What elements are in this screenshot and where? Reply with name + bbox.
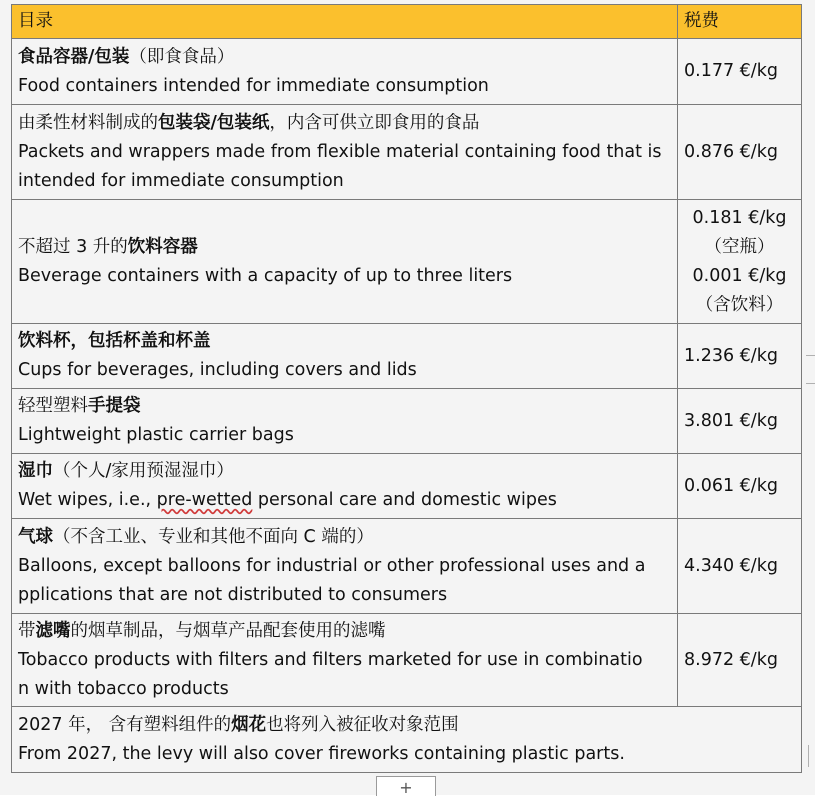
item-en-text: Cups for beverages, including covers and lids [18, 360, 417, 380]
item-cn-bold: 气球 [18, 526, 53, 547]
table-row [12, 39, 802, 105]
plastic-levy-table [11, 4, 802, 773]
footer-cn-bold: 烟花 [231, 714, 267, 735]
item-cell [12, 39, 678, 105]
header-item: 目录 [12, 5, 678, 39]
item-cell [12, 614, 678, 707]
item-cell [12, 200, 678, 324]
table-header-row [12, 5, 802, 39]
item-en-text: Balloons, except balloons for industrial or other professional uses and a [18, 555, 646, 576]
rate-empty-note: （空瓶） [704, 236, 775, 257]
table-row [12, 324, 802, 389]
item-en-text: Wet wipes, i.e., pre-wetted personal care and domestic wipes [18, 490, 557, 510]
rate-cell: 0.876 €/kg [678, 105, 802, 200]
item-cell [12, 519, 678, 614]
item-cn-bold: 包装袋/包装纸 [158, 112, 270, 133]
item-cn-bold: 食品容器/包装 [18, 46, 130, 67]
item-cell [12, 389, 678, 454]
item-cell [12, 105, 678, 200]
item-cell [12, 454, 678, 519]
table-row [12, 614, 802, 707]
item-en-text-cont: pplications that are not distributed to consumers [18, 584, 448, 605]
item-cn-note: ，内含可供立即食用的食品 [269, 112, 480, 133]
item-cn-bold: 饮料容器 [127, 236, 198, 257]
item-cn-text: 轻型塑料 [18, 396, 88, 416]
table-row [12, 519, 802, 614]
item-cn-text: 不超过 3 升的 [18, 236, 128, 257]
item-cn-note: （即食食品） [129, 46, 235, 67]
rate-empty: 0.181 €/kg [692, 207, 787, 228]
row-resize-handle[interactable] [808, 745, 809, 767]
rate-full-note: （含饮料） [695, 294, 784, 315]
rate-cell: 0.177 €/kg [678, 39, 802, 105]
footer-cell [12, 707, 802, 773]
item-en-text-cont: n with tobacco products [18, 678, 229, 699]
rate-cell: 1.236 €/kg [678, 324, 802, 389]
item-cell [12, 324, 678, 389]
plus-icon: + [399, 778, 413, 797]
item-en-text: Food containers intended for immediate consumption [18, 75, 489, 96]
item-cn-note: （个人/家用预湿湿巾） [53, 461, 234, 481]
table-row [12, 389, 802, 454]
header-tax: 税费 [678, 5, 802, 39]
rate-full: 0.001 €/kg [692, 265, 787, 286]
spellcheck-mark[interactable]: pre-wetted [156, 490, 253, 510]
rate-cell: 8.972 €/kg [678, 614, 802, 707]
item-en-text: Packets and wrappers made from flexible material containing food that is intended for immediate consumption [18, 141, 662, 191]
rate-cell: 0.061 €/kg [678, 454, 802, 519]
item-en-text: Beverage containers with a capacity of up to three liters [18, 265, 513, 286]
rate-cell: 4.340 €/kg [678, 519, 802, 614]
item-en-text: Lightweight plastic carrier bags [18, 425, 294, 445]
item-cn-bold: 饮料杯，包括杯盖和杯盖 [18, 331, 211, 351]
item-cn-text: 带 [18, 620, 36, 641]
footer-cn-text: 2027 年， 含有塑料组件的 [18, 714, 232, 735]
item-cn-text: 由柔性材料制成的 [18, 112, 158, 133]
footer-en-text: From 2027, the levy will also cover fireworks containing plastic parts. [18, 743, 625, 764]
footer-cn-note: 也将列入被征收对象范围 [266, 714, 459, 735]
item-cn-bold: 手提袋 [88, 396, 141, 416]
rate-cell: 3.801 €/kg [678, 389, 802, 454]
rate-cell [678, 200, 802, 324]
table-row [12, 105, 802, 200]
item-cn-note: 的烟草制品，与烟草产品配套使用的滤嘴 [70, 620, 386, 641]
add-row-button[interactable] [376, 776, 436, 796]
item-cn-bold: 湿巾 [18, 461, 53, 481]
column-resize-handle[interactable] [806, 355, 815, 356]
table-row [12, 200, 802, 324]
item-en-text: Tobacco products with filters and filters marketed for use in combinatio [18, 649, 643, 670]
item-cn-note: （不含工业、专业和其他不面向 C 端的） [53, 526, 374, 547]
item-cn-bold: 滤嘴 [35, 620, 71, 641]
table-row [12, 454, 802, 519]
table-footer-row [12, 707, 802, 773]
column-resize-handle[interactable] [806, 383, 815, 384]
